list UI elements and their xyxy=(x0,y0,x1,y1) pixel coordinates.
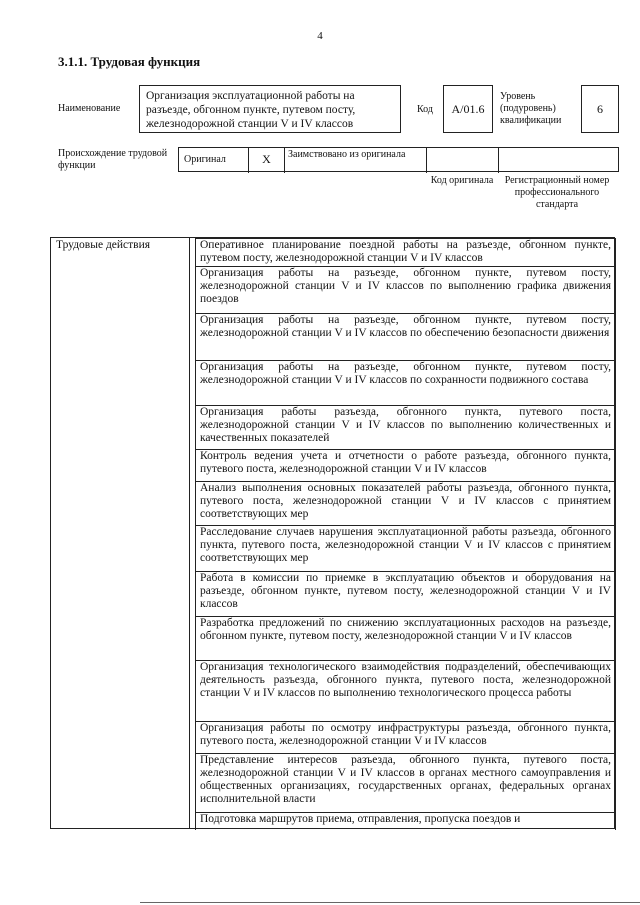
origin-label: Происхождение трудовой функции xyxy=(58,148,168,171)
labor-action-row: Организация работы на разъезде, обгонном пункте, путевом посту, железнодорожной станции V и IV классов по выполнению графика движения поездов xyxy=(195,266,616,314)
labor-action-row: Разработка предложений по снижению эксплуатационных расходов на разъезде, обгонном пункте, путевом посту, железнодорожной станции V и IV классов xyxy=(195,616,616,661)
page-number: 4 xyxy=(317,30,323,42)
labor-action-row: Контроль ведения учета и отчетности о работе разъезда, обгонного пункта, путевого поста, железнодорожной станции V и IV классов xyxy=(195,449,616,482)
borrowed-cell: Заимствовано из оригинала xyxy=(285,148,427,173)
labor-action-row: Анализ выполнения основных показателей работы разъезда, обгонного пункта, путевого поста, железнодорожной станции V и IV классов с принятием соответствующих мер xyxy=(195,481,616,526)
code-label: Код xyxy=(417,104,433,115)
labor-action-row: Организация технологического взаимодействия подразделений, обеспечивающих деятельность разъезда, обгонного пункта, путевого поста, железнодорожной станции V и IV классов по выполнению технологического процесса работы xyxy=(195,660,616,722)
function-name-box: Организация эксплуатационной работы на разъезде, обгонном пункте, путевом посту, железнодорожной станции V и IV классов xyxy=(139,85,401,133)
original-code-caption: Код оригинала xyxy=(430,175,494,186)
registration-number-caption: Регистрационный номер профессионального стандарта xyxy=(504,175,610,210)
name-label: Наименование xyxy=(58,103,121,114)
labor-action-row: Организация работы разъезда, обгонного пункта, путевого поста, железнодорожной станции V и IV классов по выполнению количественных и качественных показателей xyxy=(195,405,616,450)
labor-actions-table xyxy=(50,237,615,829)
function-code-box: А/01.6 xyxy=(443,85,493,133)
labor-actions-label-cell xyxy=(51,238,190,828)
registration-number-cell xyxy=(499,148,618,173)
labor-action-row: Организация работы по осмотру инфраструктуры разъезда, обгонного пункта, путевого поста, железнодорожной станции V и IV классов xyxy=(195,721,616,754)
original-mark-cell: X xyxy=(249,148,285,173)
page-bottom-edge xyxy=(140,902,640,904)
original-cell xyxy=(179,148,249,173)
original-code-cell xyxy=(427,148,499,173)
labor-action-row: Расследование случаев нарушения эксплуатационной работы разъезда, обгонного пункта, путевого поста, железнодорожной станции V и IV классов с принятием соответствующих мер xyxy=(195,525,616,572)
original-label: Оригинал xyxy=(184,154,226,165)
labor-action-row: Представление интересов разъезда, обгонного пункта, путевого поста, железнодорожной станции V и IV классов в органах местного самоуправления и общественных организациях, государственных органах, федеральных органах исполнительной власти xyxy=(195,753,616,813)
labor-action-row: Организация работы на разъезде, обгонном пункте, путевом посту, железнодорожной станции V и IV классов по сохранности подвижного состава xyxy=(195,360,616,406)
section-title: 3.1.1. Трудовая функция xyxy=(58,54,201,69)
labor-action-row: Оперативное планирование поездной работы на разъезде, обгонном пункте, путевом посту, железнодорожной станции V и IV классов xyxy=(195,238,616,267)
labor-action-row: Подготовка маршрутов приема, отправления, пропуска поездов и xyxy=(195,812,616,830)
labor-action-row: Организация работы на разъезде, обгонном пункте, путевом посту, железнодорожной станции V и IV классов по обеспечению безопасности движения xyxy=(195,313,616,361)
labor-action-row: Работа в комиссии по приемке в эксплуатацию объектов и оборудования на разъезде, обгонном пункте, путевом посту, железнодорожной станции V и IV классов xyxy=(195,571,616,617)
origin-table xyxy=(178,147,619,172)
qualification-level-label: Уровень (подуровень) квалификации xyxy=(500,91,562,126)
labor-actions-label: Трудовые действия xyxy=(56,239,151,251)
qualification-level-box: 6 xyxy=(581,85,619,133)
